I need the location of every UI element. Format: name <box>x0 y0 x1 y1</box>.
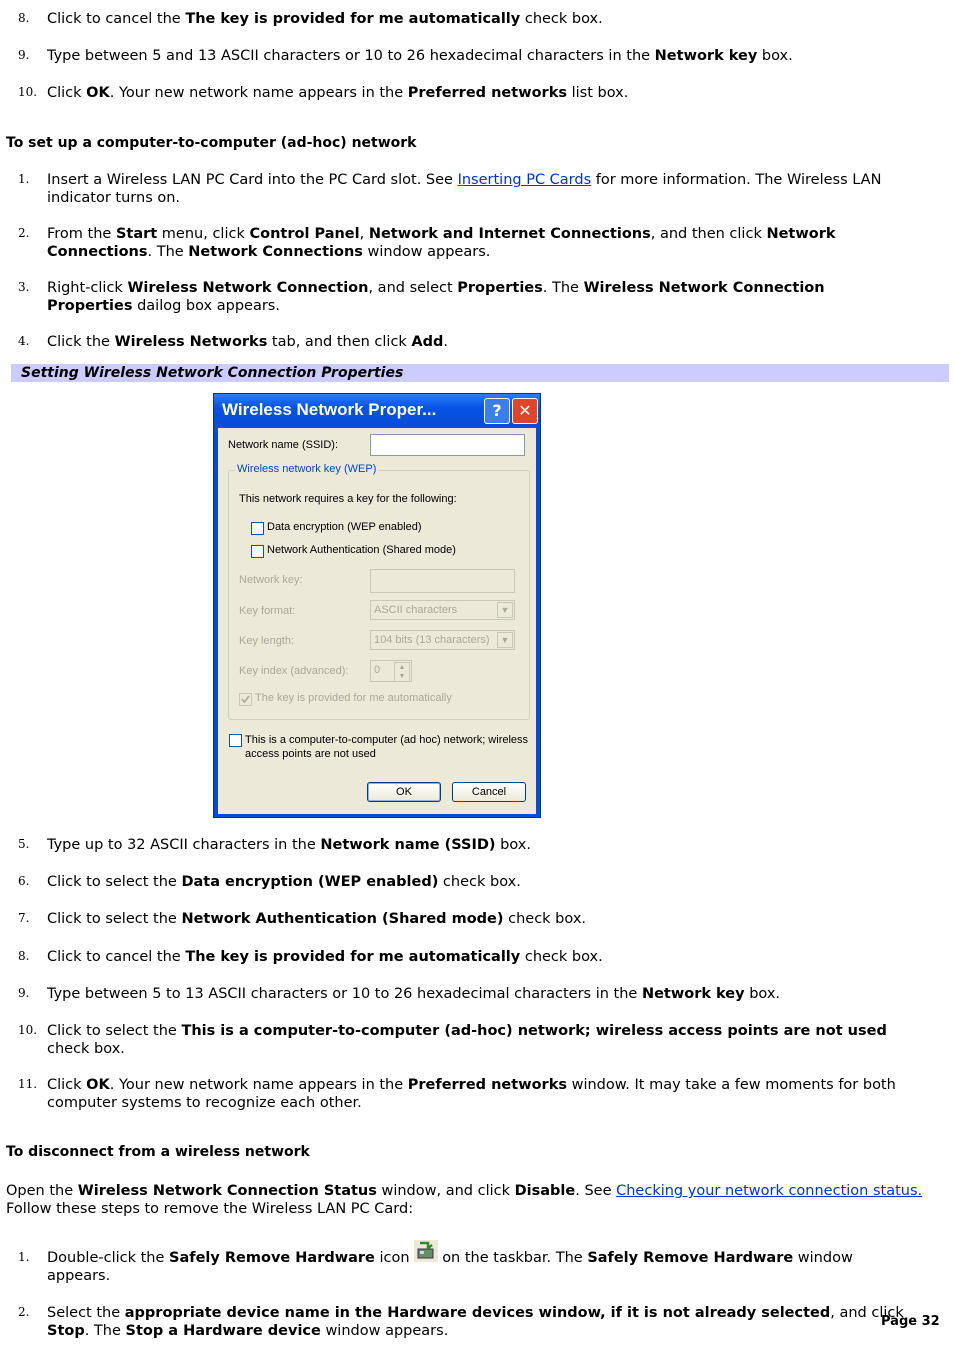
step-number: 9. <box>18 986 30 1000</box>
adhoc-checkbox[interactable] <box>229 734 242 747</box>
figure-caption-bar <box>11 364 949 382</box>
step-number: 6. <box>18 874 30 888</box>
step-number: 7. <box>18 911 30 925</box>
spinner-arrows-icon: ▲ ▼ <box>394 662 410 682</box>
key-format-value: ASCII characters <box>374 604 458 616</box>
step-number: 1. <box>18 172 30 186</box>
network-auth-checkbox[interactable] <box>251 545 264 558</box>
step-number: 4. <box>18 334 30 348</box>
key-length-label: Key length: <box>239 635 295 647</box>
close-icon[interactable]: ✕ <box>512 398 538 424</box>
step-text-post: on the taskbar. The Safely Remove Hardware window appears. <box>47 1250 853 1284</box>
heading-disconnect: To disconnect from a wireless network <box>6 1144 310 1160</box>
key-auto-label: The key is provided for me automatically <box>255 692 452 704</box>
checkmark-icon <box>240 694 251 705</box>
step-text: Click to select the Network Authentication (Shared mode) check box. <box>47 911 587 927</box>
key-format-select[interactable] <box>370 600 515 620</box>
chevron-down-icon: ▼ <box>497 602 513 618</box>
network-auth-label: Network Authentication (Shared mode) <box>267 544 456 556</box>
step-text-post: for more information. The Wireless LAN indicator turns on. <box>47 172 882 206</box>
dialog-body <box>218 428 536 814</box>
step-text: Click OK. Your new network name appears in the Preferred networks list box. <box>47 85 629 101</box>
step-number: 2. <box>18 226 30 240</box>
step-text <box>47 171 907 207</box>
network-key-input[interactable] <box>370 569 515 593</box>
disconnect-paragraph <box>6 1182 946 1218</box>
cancel-button[interactable]: Cancel <box>452 782 526 802</box>
step-number: 3. <box>18 280 30 294</box>
data-encryption-checkbox[interactable] <box>251 522 264 535</box>
safely-remove-hardware-icon <box>414 1240 438 1262</box>
disconnect-pre: Open the Wireless Network Connection Status window, and click Disable. See <box>6 1183 617 1199</box>
ssid-label: Network name (SSID): <box>228 439 339 451</box>
step-number: 5. <box>18 837 30 851</box>
step-text: Type between 5 and 13 ASCII characters or 10 to 26 hexadecimal characters in the Network key box. <box>47 48 793 64</box>
data-encryption-label: Data encryption (WEP enabled) <box>267 521 422 533</box>
step-text: Click the Wireless Networks tab, and then click Add. <box>47 334 449 350</box>
help-icon[interactable]: ? <box>484 398 510 424</box>
step-text-pre: Insert a Wireless LAN PC Card into the PC Card slot. See <box>47 172 458 188</box>
wireless-properties-dialog <box>213 393 541 818</box>
wep-group <box>228 463 530 720</box>
step-number: 10. <box>18 1023 38 1037</box>
step-text: Click to cancel the The key is provided for me automatically check box. <box>47 949 603 965</box>
step-text: Click to select the Data encryption (WEP enabled) check box. <box>47 874 521 890</box>
step-text: Click to cancel the The key is provided for me automatically check box. <box>47 11 603 27</box>
step-text: Click to select the This is a computer-to-computer (ad-hoc) network; wireless access points are not used check box. <box>47 1023 887 1057</box>
adhoc-label: This is a computer-to-computer (ad hoc) network; wireless access points are not used <box>245 734 529 760</box>
key-length-value: 104 bits (13 characters) <box>374 634 490 646</box>
key-index-stepper[interactable] <box>370 660 412 682</box>
step-text <box>47 1249 907 1285</box>
dialog-titlebar <box>214 394 540 428</box>
key-index-value: 0 <box>374 664 381 676</box>
requires-label: This network requires a key for the following: <box>239 493 457 505</box>
wep-group-title: Wireless network key (WEP) <box>237 463 377 475</box>
step-number: 10. <box>18 85 38 99</box>
step-text: Type between 5 to 13 ASCII characters or 10 to 26 hexadecimal characters in the Network key box. <box>47 986 781 1002</box>
key-auto-checkbox[interactable] <box>239 693 252 706</box>
heading-adhoc: To set up a computer-to-computer (ad-hoc) network <box>6 135 417 151</box>
chevron-down-icon: ▼ <box>497 632 513 648</box>
step-text: Right-click Wireless Network Connection, and select Properties. The Wireless Network Connection Properties dailog box appears. <box>47 280 825 314</box>
network-key-label: Network key: <box>239 574 303 586</box>
key-format-label: Key format: <box>239 605 296 617</box>
step-number: 9. <box>18 48 30 62</box>
ssid-input[interactable] <box>370 434 525 456</box>
step-text: From the Start menu, click Control Panel, Network and Internet Connections, and then click Network Connections. The Network Connections window appears. <box>47 226 836 260</box>
key-index-label: Key index (advanced): <box>239 665 349 677</box>
step-text-pre: Double-click the Safely Remove Hardware icon <box>47 1250 415 1266</box>
step-number: 8. <box>18 949 30 963</box>
disconnect-post: Follow these steps to remove the Wireless LAN PC Card: <box>6 1201 414 1217</box>
ok-button[interactable]: OK <box>367 782 441 802</box>
key-length-select[interactable] <box>370 630 515 650</box>
checking-status-link[interactable]: Checking your network connection status. <box>616 1183 923 1199</box>
step-number: 8. <box>18 11 30 25</box>
step-text: Select the appropriate device name in the Hardware devices window, if it is not already selected, and click Stop. The Stop a Hardware device window appears. <box>47 1305 904 1339</box>
step-number: 2. <box>18 1305 30 1319</box>
dialog-title: Wireless Network Proper... <box>222 400 437 419</box>
step-text: Type up to 32 ASCII characters in the Network name (SSID) box. <box>47 837 531 853</box>
step-number: 1. <box>18 1250 30 1264</box>
step-number: 11. <box>18 1077 38 1091</box>
step-text: Click OK. Your new network name appears in the Preferred networks window. It may take a few moments for both computer systems to recognize each other. <box>47 1077 896 1111</box>
page-number: Page 32 <box>881 1314 940 1329</box>
figure-caption: Setting Wireless Network Connection Properties <box>21 365 404 381</box>
inserting-pc-cards-link[interactable]: Inserting PC Cards <box>457 172 592 188</box>
